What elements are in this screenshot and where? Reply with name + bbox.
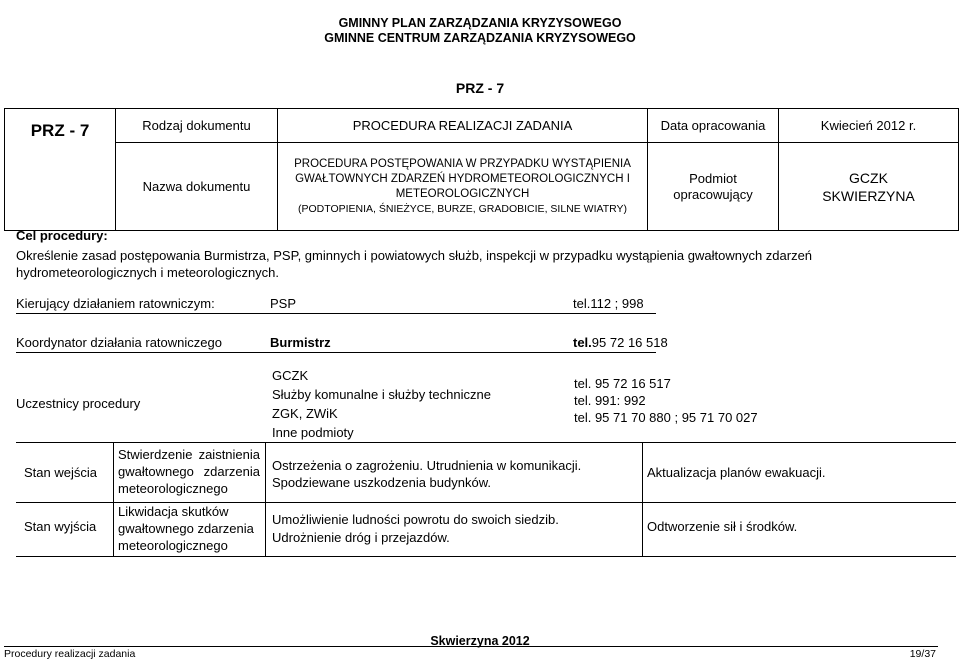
- document-name-line2: GWAŁTOWNYCH ZDARZEŃ HYDROMETEOROLOGICZNYCH I: [295, 172, 630, 185]
- exit-effect: Udrożnienie dróg i przejazdów.: [272, 530, 450, 545]
- column-divider: [265, 442, 266, 556]
- footer-left: Procedury realizacji zadania: [4, 648, 136, 660]
- participant-phone: tel. 991: 992: [574, 393, 646, 408]
- page-number: 19/37: [909, 648, 936, 660]
- commander-phone-prefix: tel.: [573, 296, 591, 311]
- entry-condition: Stwierdzenie zaistnienia gwałtownego zdarzenia meteorologicznego: [118, 447, 260, 496]
- participant-phone: tel. 95 71 70 880 ; 95 71 70 027: [574, 410, 758, 425]
- exit-label: Stan wyjścia: [24, 519, 97, 534]
- entry-effect: Spodziewane uszkodzenia budynków.: [272, 475, 491, 490]
- entry-label: Stan wejścia: [24, 465, 97, 480]
- document-name-line1: PROCEDURA POSTĘPOWANIA W PRZYPADKU WYSTĄPIENIA: [294, 157, 631, 170]
- participant-item: ZGK, ZWiK: [272, 406, 338, 421]
- document-info-table: [4, 108, 959, 231]
- author-label: Podmiot opracowujący: [648, 143, 779, 231]
- coordinator-phone-number: 95 72 16 518: [591, 335, 668, 350]
- entry-action: Aktualizacja planów ewakuacji.: [647, 465, 826, 480]
- goal-title: Cel procedury:: [16, 228, 108, 243]
- exit-effects: [272, 511, 559, 547]
- coordinator-label: Koordynator działania ratowniczego: [16, 335, 222, 350]
- participants-list: [272, 366, 491, 442]
- commander-phone: [573, 296, 644, 311]
- name-label: Nazwa dokumentu: [116, 143, 278, 231]
- document-name: [278, 143, 648, 231]
- entry-effect: Ostrzeżenia o zagrożeniu. Utrudnienia w komunikacji.: [272, 458, 582, 473]
- date-label: Data opracowania: [648, 109, 779, 143]
- column-divider: [642, 442, 643, 556]
- procedure-code: PRZ - 7: [455, 80, 505, 96]
- doc-type-label: Rodzaj dokumentu: [116, 109, 278, 143]
- goal-text: Określenie zasad postępowania Burmistrza, PSP, gminnych i powiatowych służb, inspekcji w przypadku wystąpienia gwałtownych zdarzeń hydrometeorologicznych i meteorologicznych.: [16, 248, 813, 280]
- participant-phone: tel. 95 72 16 517: [574, 376, 671, 391]
- doc-type-value: PROCEDURA REALIZACJI ZADANIA: [278, 109, 648, 143]
- participant-item: Służby komunalne i służby techniczne: [272, 387, 491, 402]
- document-name-line3: METEOROLOGICZNYCH: [395, 187, 530, 200]
- entry-effects: [272, 457, 581, 491]
- participants-label: Uczestnicy procedury: [16, 396, 141, 411]
- commander-value: PSP: [270, 296, 297, 311]
- footer-place-year: Skwierzyna 2012: [430, 634, 530, 648]
- coordinator-phone-prefix: tel.: [573, 335, 592, 350]
- coordinator-phone: [573, 335, 668, 350]
- exit-effect: Umożliwienie ludności powrotu do swoich siedzib.: [272, 512, 559, 527]
- commander-phone-number: 112 ; 998: [590, 296, 644, 311]
- column-divider: [113, 442, 114, 556]
- coordinator-value: Burmistrz: [270, 335, 331, 350]
- plan-title: GMINNY PLAN ZARZĄDZANIA KRYZYSOWEGO: [338, 16, 622, 30]
- exit-action: Odtworzenie sił i środków.: [647, 519, 798, 534]
- participants-phones: [574, 375, 758, 426]
- center-title: GMINNE CENTRUM ZARZĄDZANIA KRYZYSOWEGO: [324, 31, 636, 45]
- participant-item: GCZK: [272, 368, 309, 383]
- divider: [16, 313, 656, 314]
- document-name-line4: (PODTOPIENIA, ŚNIEŻYCE, BURZE, GRADOBICIE, SILNE WIATRY): [297, 202, 628, 215]
- author-value: GCZK SKWIERZYNA: [779, 143, 959, 231]
- commander-label: Kierujący działaniem ratowniczym:: [16, 296, 215, 311]
- divider: [16, 352, 656, 353]
- doc-code: PRZ - 7: [5, 109, 116, 231]
- exit-bottom-line: [16, 556, 956, 557]
- footer-line: [4, 646, 938, 647]
- date-value: Kwiecień 2012 r.: [779, 109, 959, 143]
- exit-condition: Likwidacja skutków gwałtownego zdarzenia meteorologicznego: [118, 504, 254, 553]
- participant-item: Inne podmioty: [272, 425, 354, 440]
- entry-top-line: [16, 442, 956, 443]
